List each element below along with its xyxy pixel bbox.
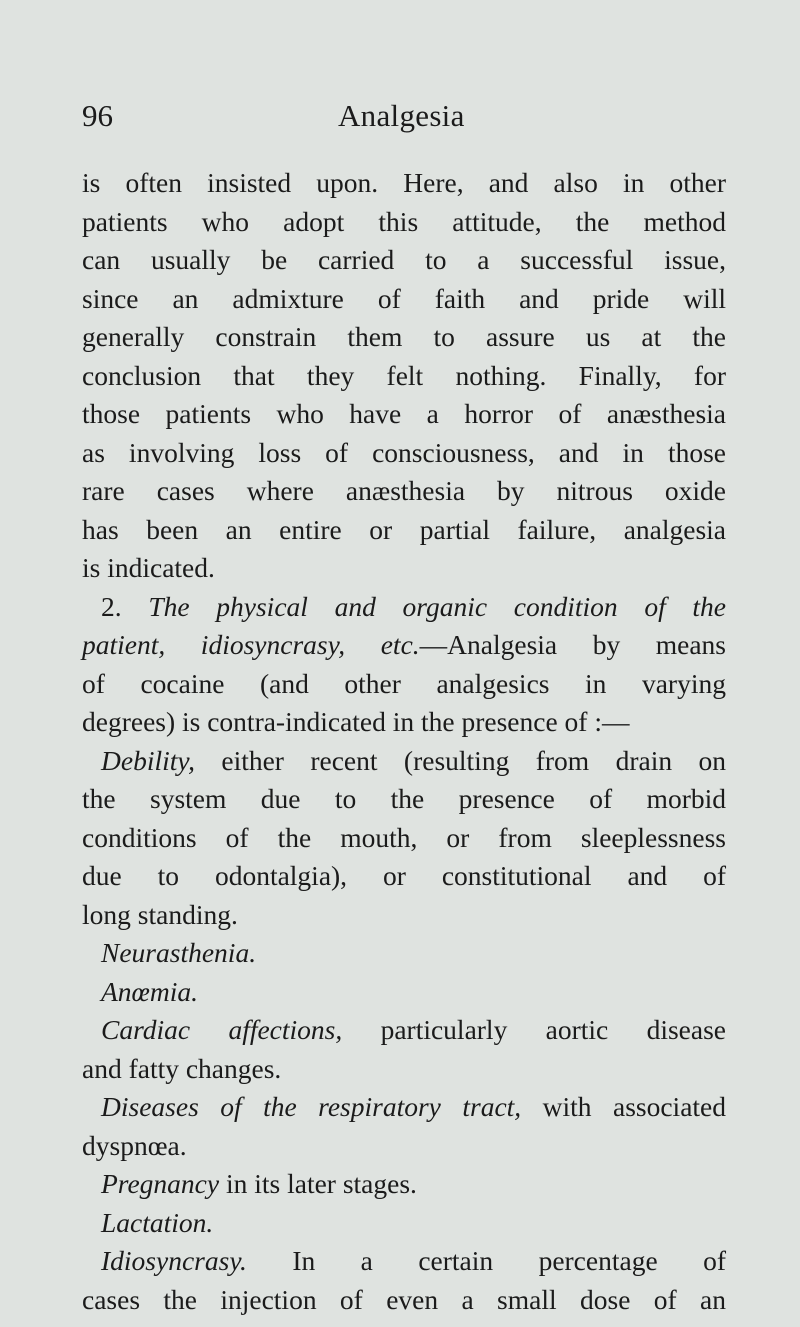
- text-span: either recent (resulting from drain on: [194, 744, 726, 776]
- italic-text: The physical and organic condition of the: [148, 590, 727, 622]
- text-line: [82, 164, 726, 203]
- text-span: In a certain percentage of: [246, 1245, 726, 1276]
- text-span: with associated: [521, 1091, 727, 1122]
- text-span: those patients who have a horror of anæsthesia: [82, 398, 726, 429]
- text-span: as involving loss of consciousness, and in those: [82, 436, 726, 468]
- text-line: [82, 973, 726, 1012]
- text-span: cases the injection of even a small dose of an: [82, 1283, 726, 1315]
- text-line: [82, 203, 726, 242]
- text-line: [82, 280, 726, 319]
- text-span: can usually be carried to a successful issue,: [82, 244, 726, 275]
- text-line: [82, 1281, 726, 1320]
- italic-text: Diseases of the respiratory tract,: [101, 1091, 522, 1122]
- italic-text: Pregnancy: [101, 1168, 220, 1199]
- text-line: [82, 395, 726, 434]
- text-span: patients who adopt this attitude, the method: [82, 205, 726, 237]
- text-line: [82, 857, 726, 896]
- text-line: [82, 1050, 726, 1089]
- text-span: due to odontalgia), or constitutional and of: [82, 860, 726, 891]
- italic-text: Lactation.: [101, 1206, 214, 1238]
- page-header: [82, 98, 722, 138]
- italic-text: Idiosyncrasy.: [101, 1245, 247, 1276]
- text-span: 2.: [101, 590, 149, 622]
- text-span: the system due to the presence of morbid: [82, 783, 726, 814]
- text-line: [82, 742, 726, 781]
- text-span: since an admixture of faith and pride will: [82, 282, 726, 314]
- text-line: [82, 1011, 726, 1050]
- text-line: [82, 780, 726, 819]
- text-span: is indicated.: [82, 552, 215, 583]
- running-head: Analgesia: [338, 98, 465, 133]
- italic-text: Cardiac affections,: [101, 1014, 343, 1045]
- text-span: and fatty changes.: [82, 1052, 282, 1084]
- page-number: 96: [82, 98, 113, 133]
- text-line: [82, 588, 726, 627]
- text-span: generally constrain them to assure us at the: [82, 321, 726, 352]
- text-span: long standing.: [82, 898, 238, 930]
- italic-text: Debility,: [101, 744, 195, 776]
- text-line: [82, 896, 726, 935]
- text-line: [82, 819, 726, 858]
- text-span: conditions of the mouth, or from sleeplessness: [82, 821, 726, 853]
- text-span: has been an entire or partial failure, analgesia: [82, 513, 726, 545]
- text-span: particularly aortic disease: [342, 1014, 726, 1045]
- text-line: [82, 1088, 726, 1127]
- text-line: [82, 934, 726, 973]
- text-line: [82, 318, 726, 357]
- text-span: rare cases where anæsthesia by nitrous oxide: [82, 475, 726, 506]
- italic-text: patient, idiosyncrasy, etc.: [82, 629, 420, 660]
- text-line: [82, 511, 726, 550]
- text-span: of cocaine (and other analgesics in varying: [82, 667, 726, 699]
- text-line: [82, 1127, 726, 1166]
- italic-text: Neurasthenia.: [101, 937, 257, 968]
- text-span: dyspnœa.: [82, 1129, 187, 1161]
- text-line: [82, 626, 726, 665]
- text-line: [82, 434, 726, 473]
- text-line: [82, 549, 726, 588]
- text-span: in its later stages.: [219, 1168, 417, 1199]
- text-line: [82, 665, 726, 704]
- text-line: [82, 703, 726, 742]
- text-line: [82, 472, 726, 511]
- text-span: is often insisted upon. Here, and also in other: [82, 167, 726, 198]
- text-span: conclusion that they felt nothing. Finally, for: [82, 359, 726, 391]
- body-text: [82, 164, 726, 1319]
- text-line: [82, 1204, 726, 1243]
- text-span: —Analgesia by means: [419, 629, 727, 660]
- text-line: [82, 1165, 726, 1204]
- text-line: [82, 241, 726, 280]
- text-line: [82, 357, 726, 396]
- text-span: degrees) is contra-indicated in the presence of :—: [82, 706, 630, 737]
- text-line: [82, 1242, 726, 1281]
- italic-text: Anœmia.: [101, 975, 199, 1007]
